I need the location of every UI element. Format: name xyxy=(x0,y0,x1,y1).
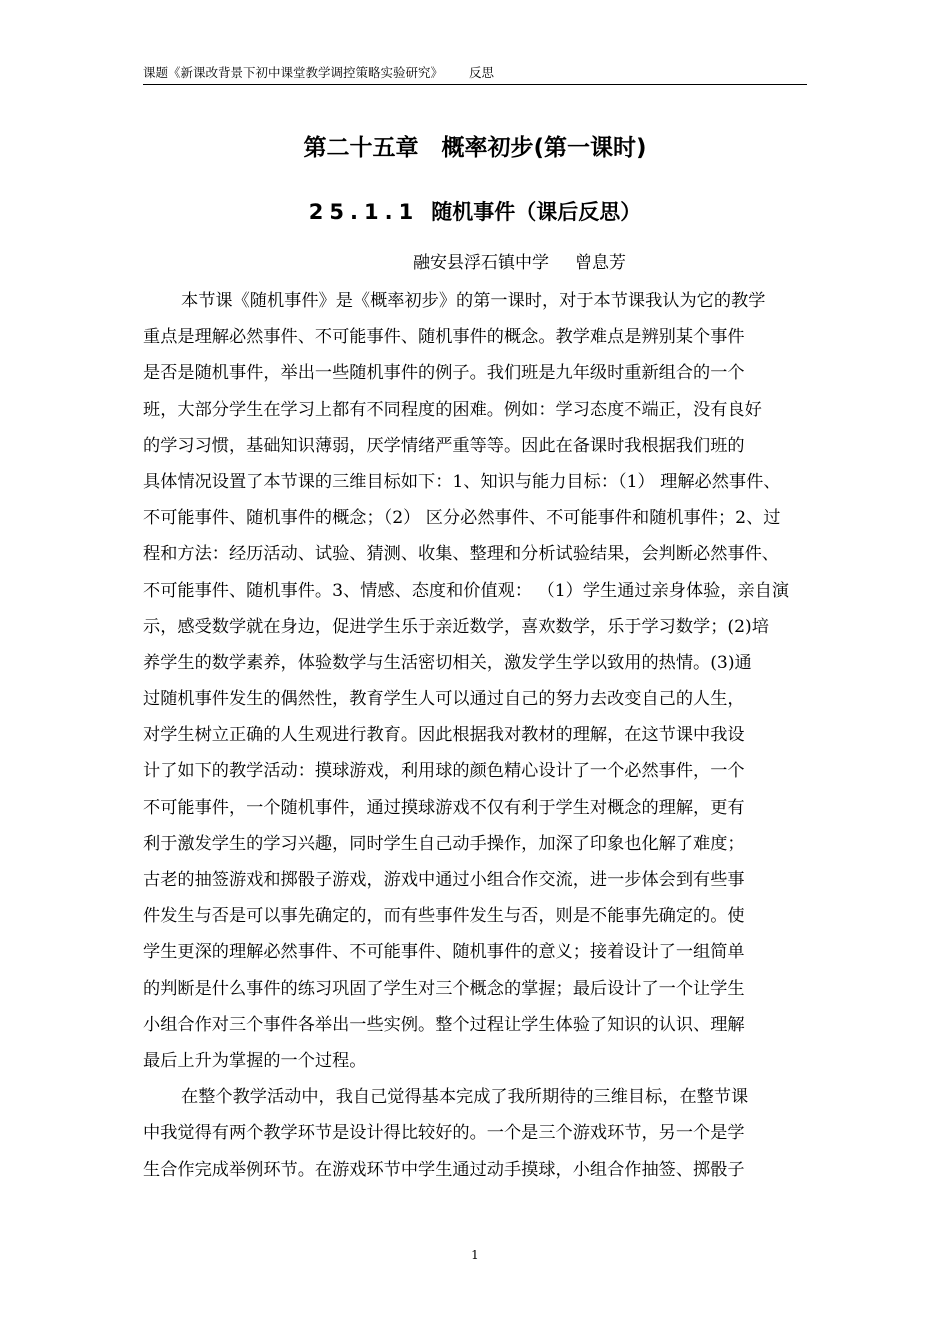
text-line: 不可能事件、随机事件的概念；（2） 区分必然事件、不可能事件和随机事件；2、过 xyxy=(143,508,781,529)
page-header xyxy=(143,64,807,85)
body-text xyxy=(143,283,813,1188)
author-line xyxy=(413,249,813,277)
text-line: 示，感受数学就在身边，促进学生乐于亲近数学，喜欢数学，乐于学习数学；(2)培 xyxy=(143,616,769,637)
text-line: 班，大部分学生在学习上都有不同程度的困难。例如：学习态度不端正，没有良好 xyxy=(143,399,762,420)
text-line: 的判断是什么事件的练习巩固了学生对三个概念的掌握；最后设计了一个让学生 xyxy=(143,978,745,999)
text-line: 重点是理解必然事件、不可能事件、随机事件的概念。教学难点是辨别某个事件 xyxy=(143,327,745,348)
text-line: 利于激发学生的学习兴趣，同时学生自己动手操作，加深了印象也化解了难度； xyxy=(143,833,745,854)
section-title xyxy=(0,195,950,229)
page-number: 1 xyxy=(471,1248,479,1262)
text-line: 过随机事件发生的偶然性，教育学生人可以通过自己的努力去改变自己的人生， xyxy=(143,689,745,710)
header-section-label: 反思 xyxy=(469,65,495,80)
section-number: 25.1.1 xyxy=(308,200,420,224)
text-line: 中我觉得有两个教学环节是设计得比较好的。一个是三个游戏环节，另一个是学 xyxy=(143,1123,745,1144)
text-line: 不可能事件、随机事件。3、情感、态度和价值观： （1）学生通过亲身体验，亲自演 xyxy=(143,580,790,601)
header-project-title: 课题《新课改背景下初中课堂教学调控策略实验研究》 xyxy=(143,65,444,80)
text-line: 是否是随机事件，举出一些随机事件的例子。我们班是九年级时重新组合的一个 xyxy=(143,363,745,384)
text-line: 计了如下的教学活动：摸球游戏，利用球的颜色精心设计了一个必然事件，一个 xyxy=(143,761,745,782)
section-name: 随机事件（课后反思） xyxy=(431,200,642,224)
text-line: 在整个教学活动中，我自己觉得基本完成了我所期待的三维目标，在整节课 xyxy=(181,1087,749,1108)
text-line: 件发生与否是可以事先确定的，而有些事件发生与否，则是不能事先确定的。使 xyxy=(143,906,745,927)
text-line: 养学生的数学素养，体验数学与生活密切相关，激发学生学以致用的热情。(3)通 xyxy=(143,652,752,673)
text-line: 具体情况设置了本节课的三维目标如下：1、知识与能力目标：（1） 理解必然事件、 xyxy=(143,471,781,492)
text-line: 程和方法：经历活动、试验、猜测、收集、整理和分析试验结果，会判断必然事件、 xyxy=(143,544,779,565)
text-line: 古老的抽签游戏和掷骰子游戏，游戏中通过小组合作交流，进一步体会到有些事 xyxy=(143,870,745,890)
text-line: 对学生树立正确的人生观进行教育。因此根据我对教材的理解，在这节课中我设 xyxy=(143,725,745,746)
text-line: 小组合作对三个事件各举出一些实例。整个过程让学生体验了知识的认识、理解 xyxy=(143,1014,745,1035)
text-line: 不可能事件，一个随机事件，通过摸球游戏不仅有利于学生对概念的理解，更有 xyxy=(143,797,745,818)
text-line: 生合作完成举例环节。在游戏环节中学生通过动手摸球，小组合作抽签、掷骰子 xyxy=(143,1159,745,1180)
chapter-title: 第二十五章 概率初步(第一课时) xyxy=(303,135,647,161)
text-line: 学生更深的理解必然事件、不可能事件、随机事件的意义；接着设计了一组简单 xyxy=(143,942,745,963)
author-name: 曾息芳 xyxy=(575,253,626,273)
text-line: 本节课《随机事件》是《概率初步》的第一课时，对于本节课我认为它的教学 xyxy=(181,291,766,311)
author-school: 融安县浮石镇中学 xyxy=(413,253,549,273)
text-line: 的学习习惯，基础知识薄弱，厌学情绪严重等等。因此在备课时我根据我们班的 xyxy=(143,435,745,456)
text-line: 最后上升为掌握的一个过程。 xyxy=(143,1050,367,1071)
